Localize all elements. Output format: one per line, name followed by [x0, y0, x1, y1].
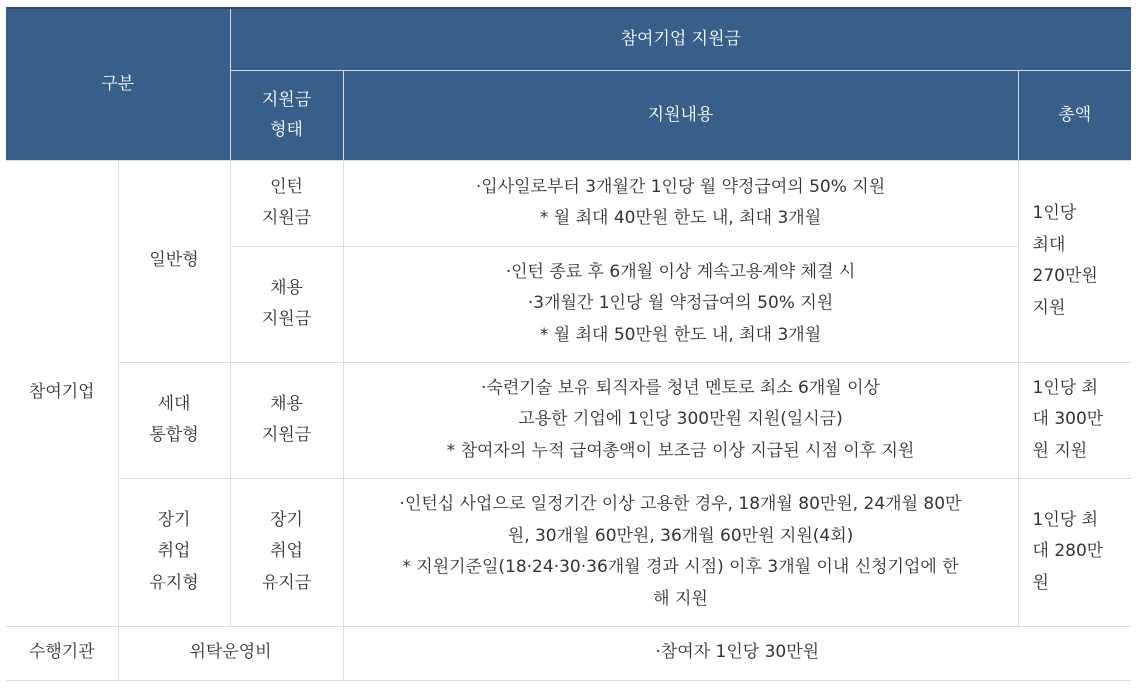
generation-total-cell: 1인당 최 대 300만 원 지원	[1018, 362, 1131, 478]
table-row	[6, 626, 1131, 680]
longterm-total-cell: 1인당 최 대 280만 원	[1018, 478, 1131, 626]
support-content-header: 지원내용	[343, 70, 1018, 160]
longterm-support-content-cell: ·인턴십 사업으로 일정기간 이상 고용한 경우, 18개월 80만원, 24개월 80만 원, 30개월 60만원, 36개월 60만원 지원(4회) * 지원기준일(18·24·30·36개월 경과 시점) 이후 3개월 이내 신청기업에 한 해 지원	[343, 478, 1018, 626]
intern-support-content-cell: ·입사일로부터 3개월간 1인당 월 약정급여의 50% 지원 * 월 최대 40만원 한도 내, 최대 3개월	[343, 160, 1018, 246]
generation-type-label-cell: 세대 통합형	[118, 362, 230, 478]
generation-support-type-cell: 채용 지원금	[230, 362, 343, 478]
support-table	[6, 7, 1131, 681]
intern-support-type-cell: 인턴 지원금	[230, 160, 343, 246]
generation-support-content-cell: ·숙련기술 보유 퇴직자를 청년 멘토로 최소 6개월 이상 고용한 기업에 1인당 300만원 지원(일시금) * 참여자의 누적 급여총액이 보조금 이상 지급된 시점 이후 지원	[343, 362, 1018, 478]
support-type-header: 지원금 형태	[230, 70, 343, 160]
table-row	[6, 478, 1131, 626]
table-row	[6, 362, 1131, 478]
hire-support-type-cell: 채용 지원금	[230, 246, 343, 362]
general-type-label-cell: 일반형	[118, 160, 230, 362]
general-total-cell: 1인당 최대 270만원 지원	[1018, 160, 1131, 362]
category-header: 구분	[6, 8, 230, 160]
company-label-cell: 참여기업	[6, 160, 118, 626]
agency-support-type-cell: 위탁운영비	[118, 626, 343, 680]
group-title-header: 참여기업 지원금	[230, 8, 1131, 70]
hire-support-content-cell: ·인턴 종료 후 6개월 이상 계속고용계약 체결 시 ·3개월간 1인당 월 약정급여의 50% 지원 * 월 최대 50만원 한도 내, 최대 3개월	[343, 246, 1018, 362]
longterm-type-label-cell: 장기 취업 유지형	[118, 478, 230, 626]
total-header: 총액	[1018, 70, 1131, 160]
longterm-support-type-cell: 장기 취업 유지금	[230, 478, 343, 626]
agency-support-content-cell: ·참여자 1인당 30만원	[343, 626, 1131, 680]
agency-label-cell: 수행기관	[6, 626, 118, 680]
table-row	[6, 160, 1131, 246]
header-row-1	[6, 8, 1131, 70]
